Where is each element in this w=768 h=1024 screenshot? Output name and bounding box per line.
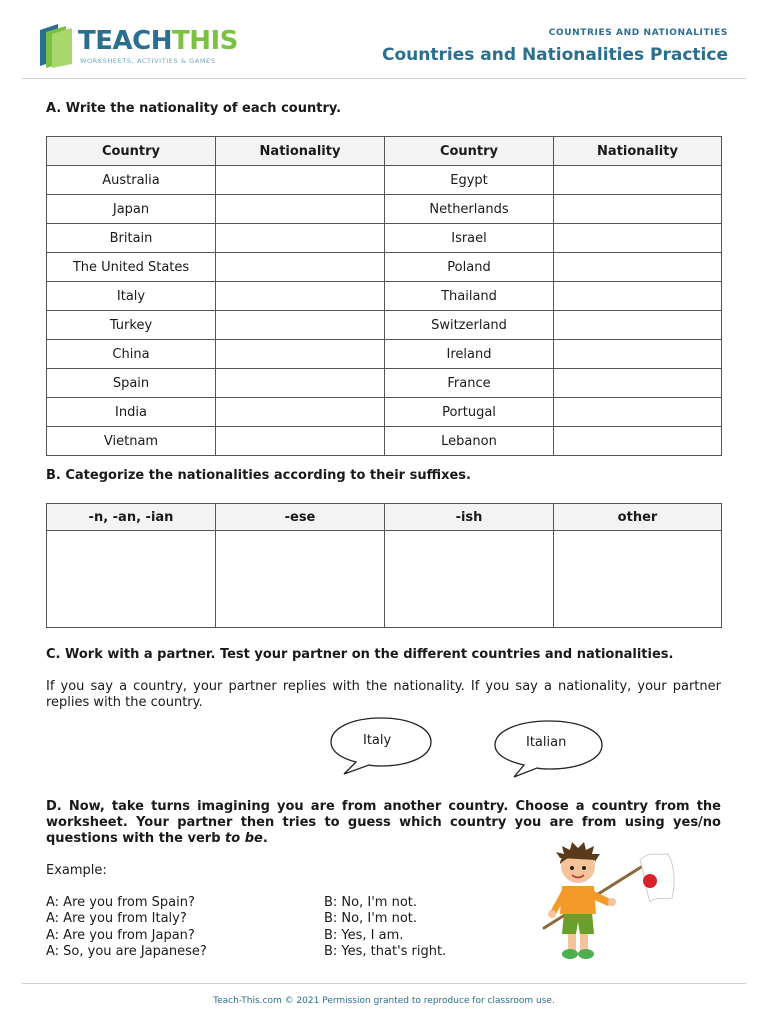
nationality-answer-cell[interactable]	[554, 282, 722, 311]
country-cell: Switzerland	[385, 311, 554, 340]
answer-cell[interactable]	[216, 531, 385, 628]
section-c-heading: C. Work with a partner. Test your partner on the different countries and nationalities.	[46, 647, 674, 662]
country-cell: Poland	[385, 253, 554, 282]
bubble-text: Italian	[526, 735, 567, 750]
header-divider	[22, 78, 746, 79]
table-row	[47, 282, 722, 311]
nationality-answer-cell[interactable]	[216, 282, 385, 311]
answer-cell[interactable]	[385, 531, 554, 628]
table-row	[47, 427, 722, 456]
column-header: Nationality	[216, 137, 385, 166]
country-cell: Ireland	[385, 340, 554, 369]
nationality-answer-cell[interactable]	[554, 166, 722, 195]
dialogue-line-a: A: Are you from Japan?	[46, 927, 195, 943]
table-row	[47, 195, 722, 224]
dialogue-line-b: B: No, I'm not.	[324, 895, 417, 910]
nationality-answer-cell[interactable]	[216, 427, 385, 456]
nationality-answer-cell[interactable]	[554, 195, 722, 224]
country-cell: Thailand	[385, 282, 554, 311]
country-cell: Portugal	[385, 398, 554, 427]
section-b-heading: B. Categorize the nationalities according to their suffixes.	[46, 468, 471, 483]
section-c-instructions: If you say a country, your partner replies with the nationality. If you say a nationality, your partner replies with the country.	[46, 679, 721, 710]
country-cell: China	[47, 340, 216, 369]
speech-bubble-right	[492, 719, 606, 779]
dialogue-line-b: B: Yes, that's right.	[324, 943, 447, 959]
nationality-answer-cell[interactable]	[554, 224, 722, 253]
country-cell: Spain	[47, 369, 216, 398]
nationality-answer-cell[interactable]	[216, 166, 385, 195]
book-icon	[36, 24, 76, 68]
nationality-answer-cell[interactable]	[216, 253, 385, 282]
table-row	[47, 311, 722, 340]
bubble-text: Italy	[363, 733, 392, 748]
table-row	[47, 166, 722, 195]
column-header: Country	[47, 137, 216, 166]
column-header: -ese	[216, 504, 385, 531]
nationality-answer-cell[interactable]	[216, 369, 385, 398]
boy-with-japan-flag-illustration	[538, 842, 680, 964]
country-cell: Japan	[47, 195, 216, 224]
answer-cell[interactable]	[554, 531, 722, 628]
dialogue-line-a: A: Are you from Spain?	[46, 895, 195, 910]
nationality-answer-cell[interactable]	[216, 224, 385, 253]
speech-bubble-left	[328, 716, 434, 776]
nationality-answer-cell[interactable]	[216, 311, 385, 340]
logo-tagline: WORKSHEETS, ACTIVITIES & GAMES	[80, 57, 216, 65]
nationality-answer-cell[interactable]	[554, 427, 722, 456]
japan-flag-circle	[643, 874, 657, 888]
table-row	[47, 253, 722, 282]
column-header: -n, -an, -ian	[47, 504, 216, 531]
nationality-answer-cell[interactable]	[216, 398, 385, 427]
nationality-answer-cell[interactable]	[216, 195, 385, 224]
nationality-answer-cell[interactable]	[216, 340, 385, 369]
country-cell: Egypt	[385, 166, 554, 195]
table-row	[47, 531, 722, 628]
country-nationality-table	[46, 136, 722, 456]
dialogue-line-b: B: Yes, I am.	[324, 927, 404, 943]
footer-divider	[22, 983, 746, 984]
example-label: Example:	[46, 863, 107, 878]
table-row	[47, 398, 722, 427]
column-header: Nationality	[554, 137, 722, 166]
country-cell: Italy	[47, 282, 216, 311]
table-row	[47, 224, 722, 253]
table-header-row	[47, 137, 722, 166]
suffix-table	[46, 503, 722, 628]
nationality-answer-cell[interactable]	[554, 369, 722, 398]
teach-this-logo	[36, 24, 236, 70]
column-header: Country	[385, 137, 554, 166]
country-cell: Britain	[47, 224, 216, 253]
nationality-answer-cell[interactable]	[554, 340, 722, 369]
nationality-answer-cell[interactable]	[554, 311, 722, 340]
answer-cell[interactable]	[47, 531, 216, 628]
country-cell: Australia	[47, 166, 216, 195]
section-d-heading: D. Now, take turns imagining you are from another country. Choose a country from the worksheet. Your partner then tries to guess which country you are from using yes/no questions with the verb to be.	[46, 799, 721, 846]
nationality-answer-cell[interactable]	[554, 398, 722, 427]
logo-wordmark: TEACHTHIS	[78, 26, 238, 56]
worksheet-topic: COUNTRIES AND NATIONALITIES	[548, 28, 728, 38]
column-header: -ish	[385, 504, 554, 531]
country-cell: Turkey	[47, 311, 216, 340]
country-cell: Lebanon	[385, 427, 554, 456]
dialogue-line-a: A: So, you are Japanese?	[46, 943, 207, 959]
country-cell: Israel	[385, 224, 554, 253]
country-cell: Netherlands	[385, 195, 554, 224]
table-row	[47, 369, 722, 398]
section-a-heading: A. Write the nationality of each country.	[46, 101, 342, 116]
nationality-answer-cell[interactable]	[554, 253, 722, 282]
column-header: other	[554, 504, 722, 531]
country-cell: The United States	[47, 253, 216, 282]
page-title: Countries and Nationalities Practice	[382, 45, 728, 65]
country-cell: Vietnam	[47, 427, 216, 456]
table-row	[47, 340, 722, 369]
dialogue-line-b: B: No, I'm not.	[324, 911, 417, 927]
page-header	[0, 0, 768, 80]
table-header-row	[47, 504, 722, 531]
country-cell: India	[47, 398, 216, 427]
copyright-footer: Teach-This.com © 2021 Permission granted to reproduce for classroom use.	[213, 996, 555, 1006]
dialogue-line-a: A: Are you from Italy?	[46, 911, 187, 927]
country-cell: France	[385, 369, 554, 398]
